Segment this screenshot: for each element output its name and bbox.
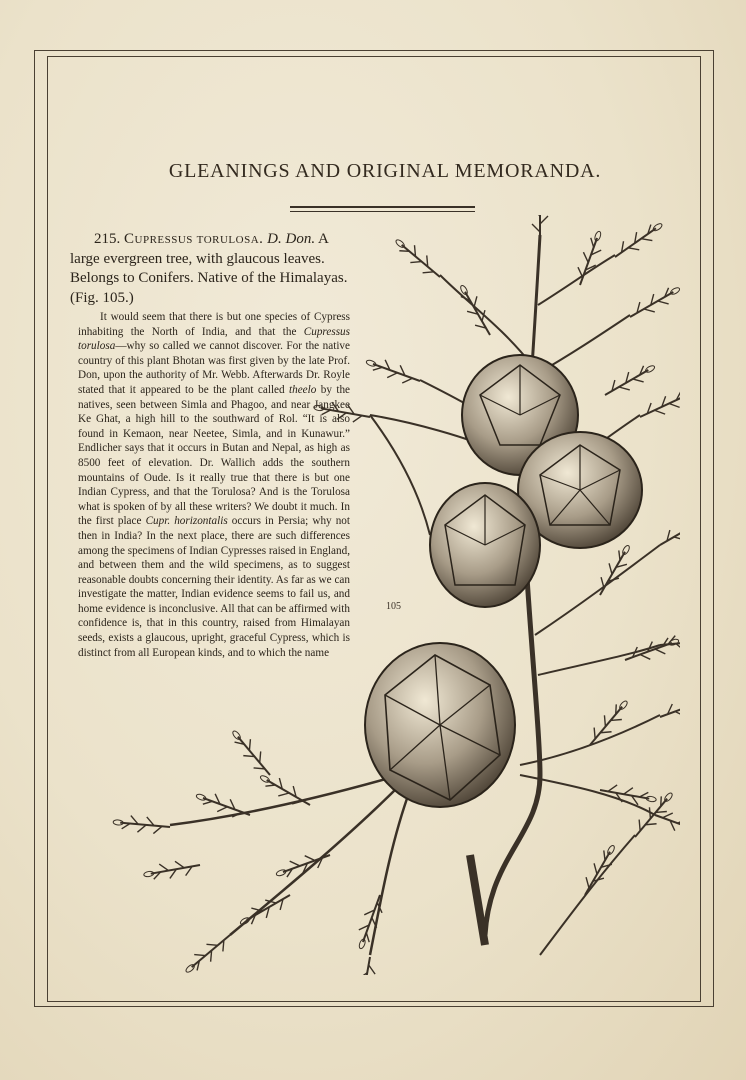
lower-cone bbox=[365, 643, 515, 807]
italic-species-2: Cupr. horizontalis bbox=[145, 515, 228, 528]
lead-description: A large evergreen tree, with glaucous leaves. Belongs to Conifers. Native of the Himalayas. (Fig. 105.) bbox=[70, 231, 348, 306]
body-text-1: It would seem that there is but one species of Cypress inhabiting the North of India, and that the bbox=[78, 311, 350, 338]
body-text-4: occurs in Persia; why not then in India? In the next place, there are such differences among the specimens of Indian Cypresses raised in England, and between them and the wild specimens, as to suggest reasonable doubts concerning their identity. As far as we can investigate the matter, Indian evidence seems to fail us, and home evidence is inconclusive. All that can be affirmed with confidence is, that in this country, raised from Himalayan seeds, exists a glaucous, upright, graceful Cypress, which is distinct from all European kinds, and to which the name bbox=[78, 515, 351, 659]
authority: D. Don. bbox=[267, 231, 316, 247]
cypress-illustration bbox=[70, 215, 680, 975]
body-text-2: —why so called we cannot discover. For the native country of this plant Bhotan was first given by the late Prof. Don, upon the authority of Mr. Webb. Afterwards Dr. Royle stated that it appeared to be the plant called bbox=[78, 340, 350, 396]
upper-cone-3 bbox=[430, 483, 540, 607]
genus-name: Cupressus bbox=[124, 231, 193, 247]
page-heading: GLEANINGS AND ORIGINAL MEMORANDA. bbox=[168, 160, 602, 182]
species-name: torulosa. bbox=[196, 231, 264, 247]
heading-rule-thin bbox=[290, 211, 475, 212]
italic-native-name: theelo bbox=[289, 383, 317, 396]
body-text-3: by the natives, seen between Simla and Phagoo, and near Jangkee Ke Ghat, a high hill to the southward of Rol. “It is also found in Kemaon, near Neetee, Simla, and in Kunawur.” Endlicher says that it occurs in Butan and Nepal, as high as 8500 feet of elevation. Dr. Wallich adds the southern mountains of Oude. Is it really true that there is but one Indian Cypress, and that the Torulosa? And is the Torulosa what is spoken of by all these writers? We doubt it much. In the first place bbox=[78, 383, 351, 528]
right-branches bbox=[520, 510, 680, 955]
entry-number: 215. bbox=[94, 231, 121, 247]
heading-rule-thick bbox=[290, 206, 475, 208]
italic-species-1: Cupressus torulosa bbox=[78, 325, 350, 353]
figure-label: 105 bbox=[386, 601, 401, 612]
